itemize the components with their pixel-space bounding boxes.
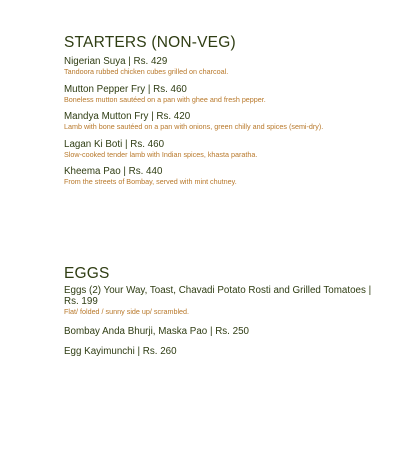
starters-section [64,34,384,194]
item-name: Kheema Pao | Rs. 440 [64,166,163,177]
menu-item-eggs-your-way [64,285,384,317]
item-name: Eggs (2) Your Way, Toast, Chavadi Potato Rosti and Grilled Tomatoes | Rs. 199 [64,285,372,307]
item-name: Lagan Ki Boti | Rs. 460 [64,138,165,150]
item-name: Bombay Anda Bhurji, Maska Pao | Rs. 250 [64,325,249,337]
menu-item-bombay-anda-bhurji [64,326,384,337]
menu-item-mandya-mutton-fry [64,111,384,132]
item-name: Mutton Pepper Fry | Rs. 460 [64,83,187,95]
starters-title: STARTERS (NON-VEG) [64,34,236,51]
menu-item-lagan-ki-boti [64,139,384,160]
item-name: Egg Kayimunchi | Rs. 260 [64,345,177,357]
menu-item-mutton-pepper-fry [64,84,384,105]
item-name: Nigerian Suya | Rs. 429 [64,56,168,67]
eggs-section [64,265,384,366]
item-description: Flat/ folded / sunny side up/ scrambled. [64,307,190,316]
item-description: From the streets of Bombay, served with mint chutney. [64,177,237,186]
eggs-title: EGGS [64,265,110,282]
item-description: Lamb with bone sautéed on a pan with onions, green chilly and spices (semi-dry). [64,122,324,131]
menu-item-egg-kayimunchi [64,346,384,357]
item-description: Slow-cooked tender lamb with Indian spices, khasta paratha. [64,149,258,159]
item-description: Boneless mutton sautéed on a pan with ghee and fresh pepper. [64,94,266,104]
item-description: Tandoora rubbed chicken cubes grilled on charcoal. [64,67,229,76]
item-name: Mandya Mutton Fry | Rs. 420 [64,111,191,122]
menu-item-kheema-pao [64,166,384,187]
menu-item-nigerian-suya [64,56,384,77]
